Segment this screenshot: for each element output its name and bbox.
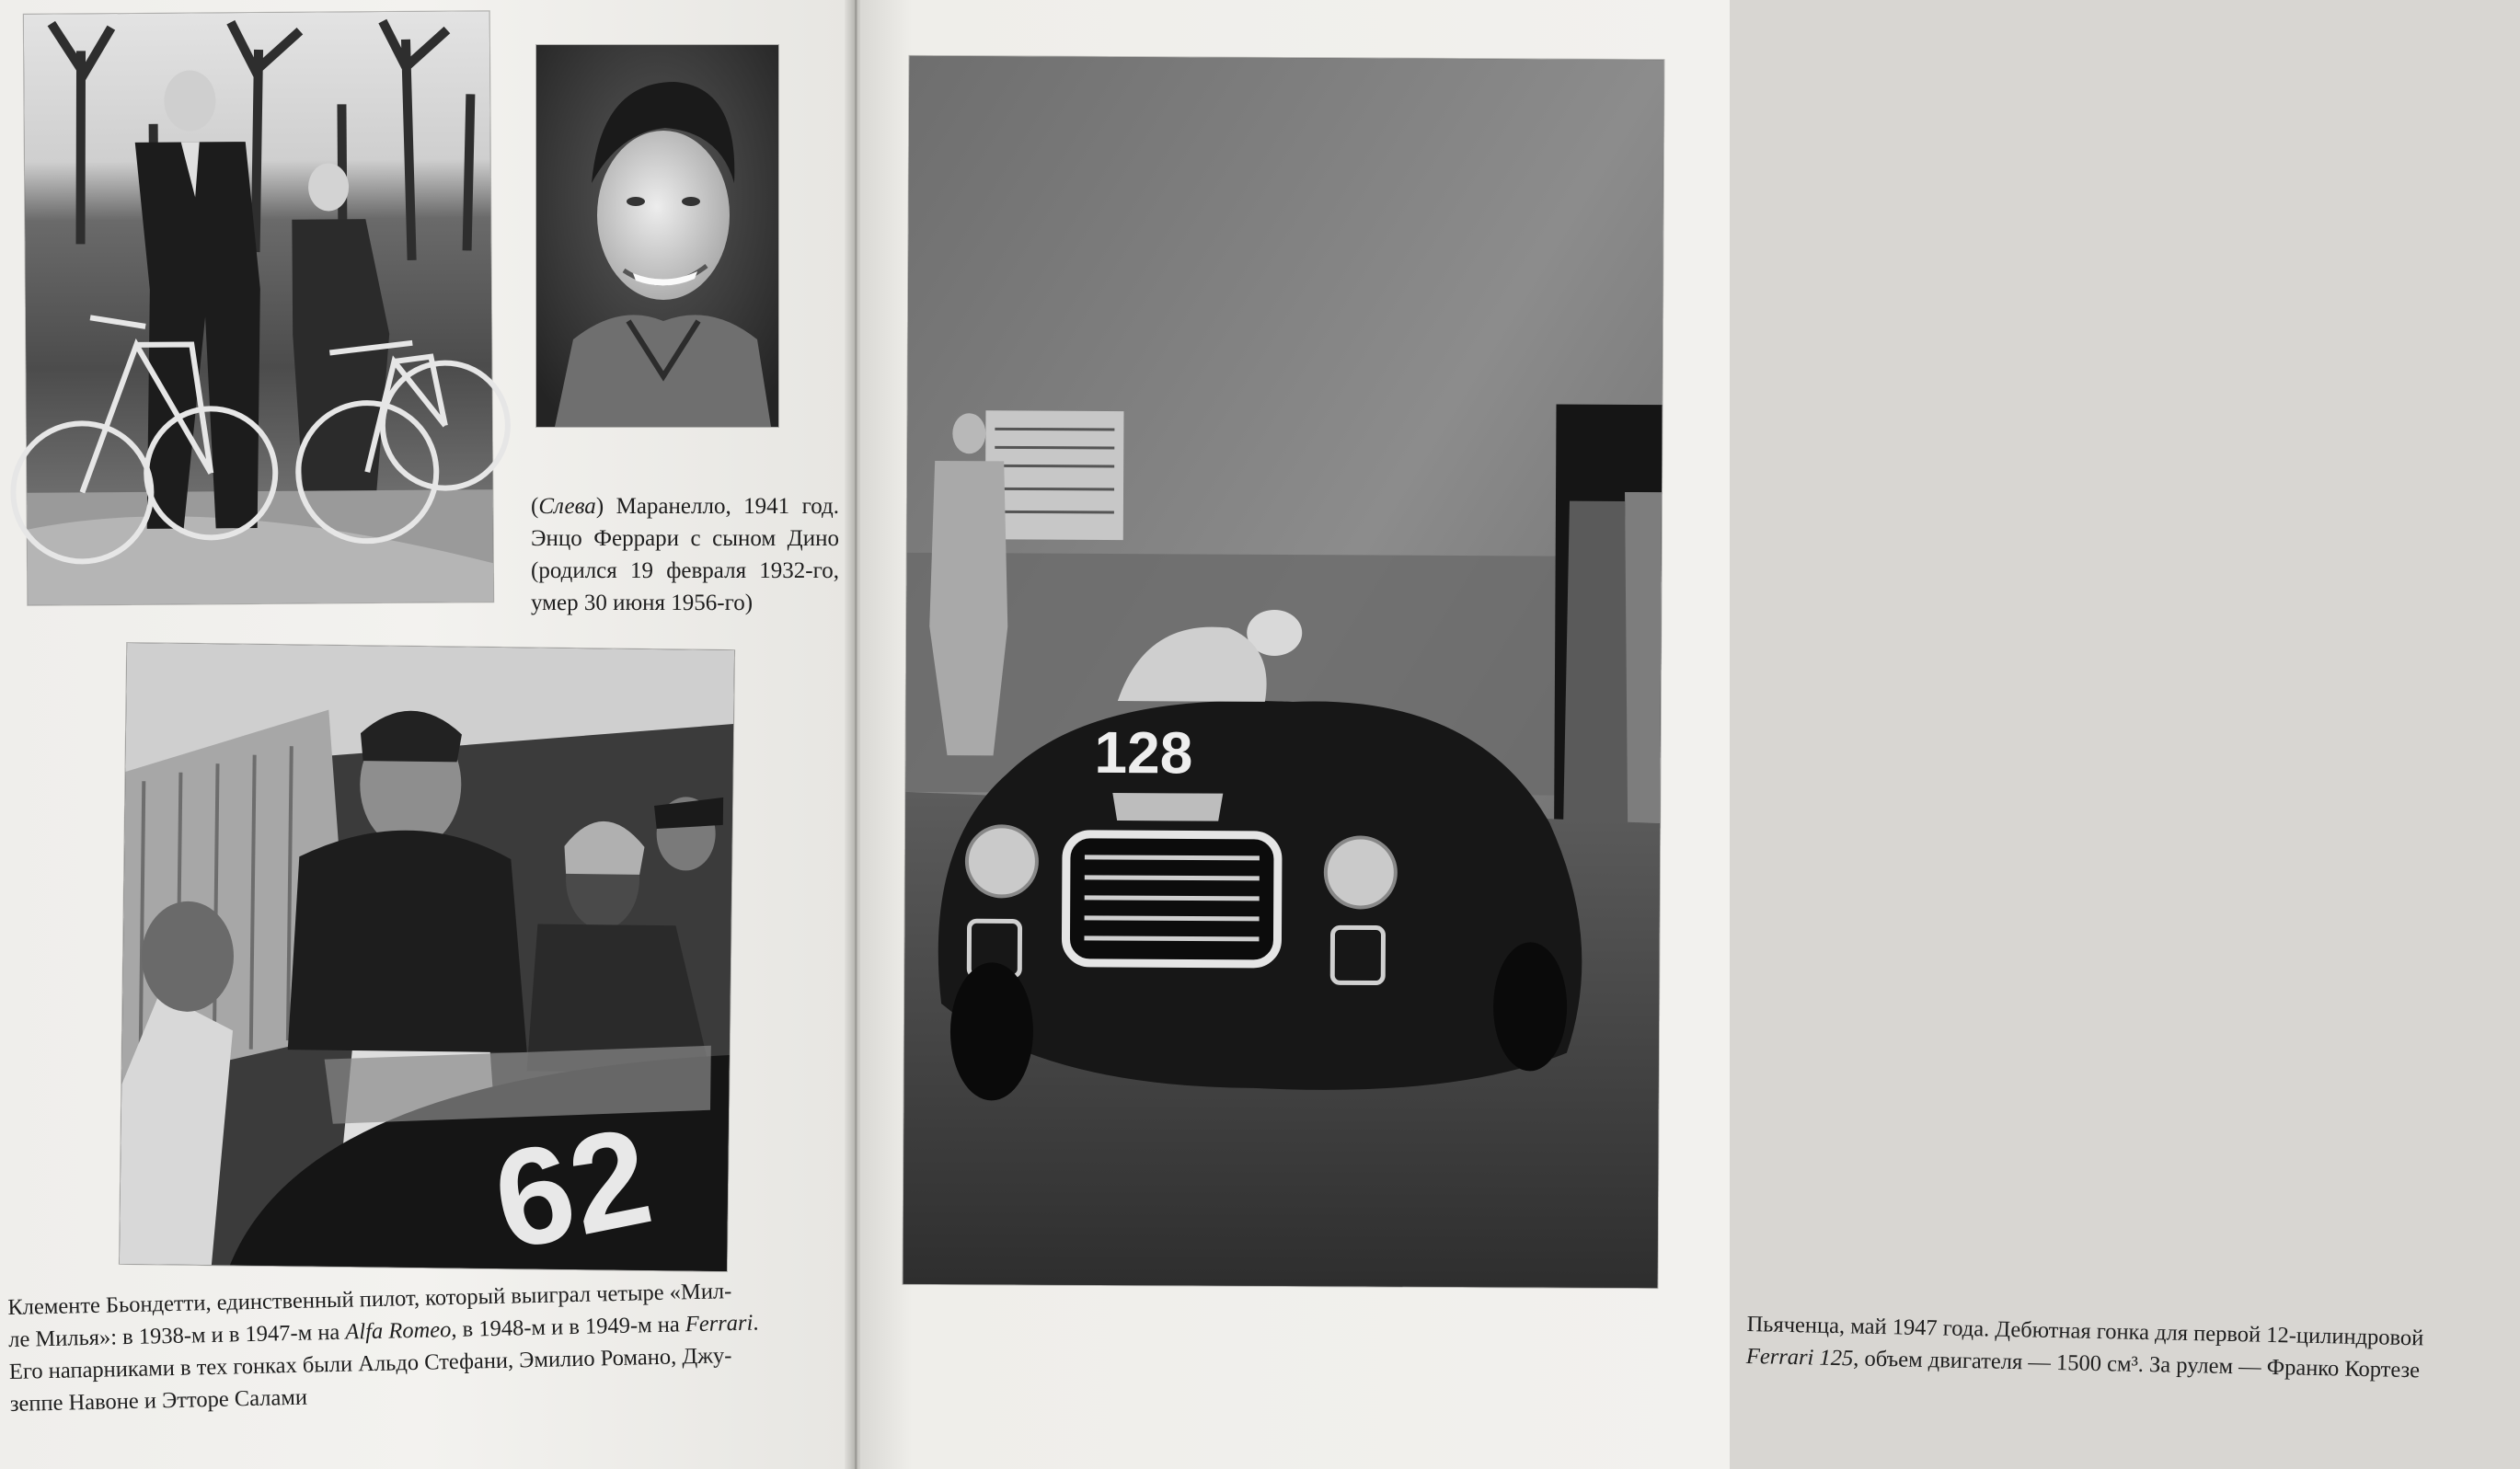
photo-bicycles-image: [24, 11, 493, 605]
pits-car-number: 62: [481, 1097, 663, 1280]
photo-pits-image: [120, 643, 734, 1280]
caption-piacenza-line-2: Ferrari 125, объем двигателя — 1500 см³. За рулем — Франко Кортезе: [1745, 1343, 2421, 1383]
photo-pits: [120, 643, 734, 1280]
photo-ferrari-125-image: [903, 56, 1664, 1288]
caption-maranello-line-2: Энцо Феррари с сыном Дино: [531, 526, 839, 551]
caption-maranello-line-4: умер 30 июня 1956-го): [531, 591, 754, 615]
caption-maranello: [531, 490, 839, 619]
right-page: [860, 0, 2424, 1469]
caption-piacenza: [1746, 1308, 2520, 1389]
photo-ferrari-125: [903, 56, 1664, 1288]
caption-maranello-line-1: (Слева) Маранелло, 1941 год.: [531, 494, 839, 519]
caption-maranello-line-3: (родился 19 февраля 1932-го,: [531, 558, 839, 583]
caption-biondetti: [7, 1273, 838, 1420]
ferrari-car-number: 128: [1094, 718, 1193, 786]
photo-bicycles: [24, 11, 493, 605]
caption-piacenza-line-1: Пьяченца, май 1947 года. Дебютная гонка для первой 12-цилиндровой: [1746, 1311, 2424, 1351]
caption-biondetti-line-2: ле Милья»: в 1938-м и в 1947-м на Alfa Romeo, в 1948-м и в 1949-м на Ferrari.: [7, 1310, 759, 1352]
caption-biondetti-line-3: Его напарниками в тех гонках были Альдо Стефани, Эмилио Романо, Джу-: [8, 1343, 732, 1384]
left-page: [0, 0, 851, 1469]
photo-portrait: [536, 45, 778, 427]
caption-biondetti-line-4: зеппе Навоне и Этторе Салами: [9, 1384, 308, 1417]
caption-biondetti-line-1: Клементе Бьондетти, единственный пилот, который выиграл четыре «Мил-: [7, 1279, 732, 1320]
photo-portrait-image: [536, 45, 778, 427]
